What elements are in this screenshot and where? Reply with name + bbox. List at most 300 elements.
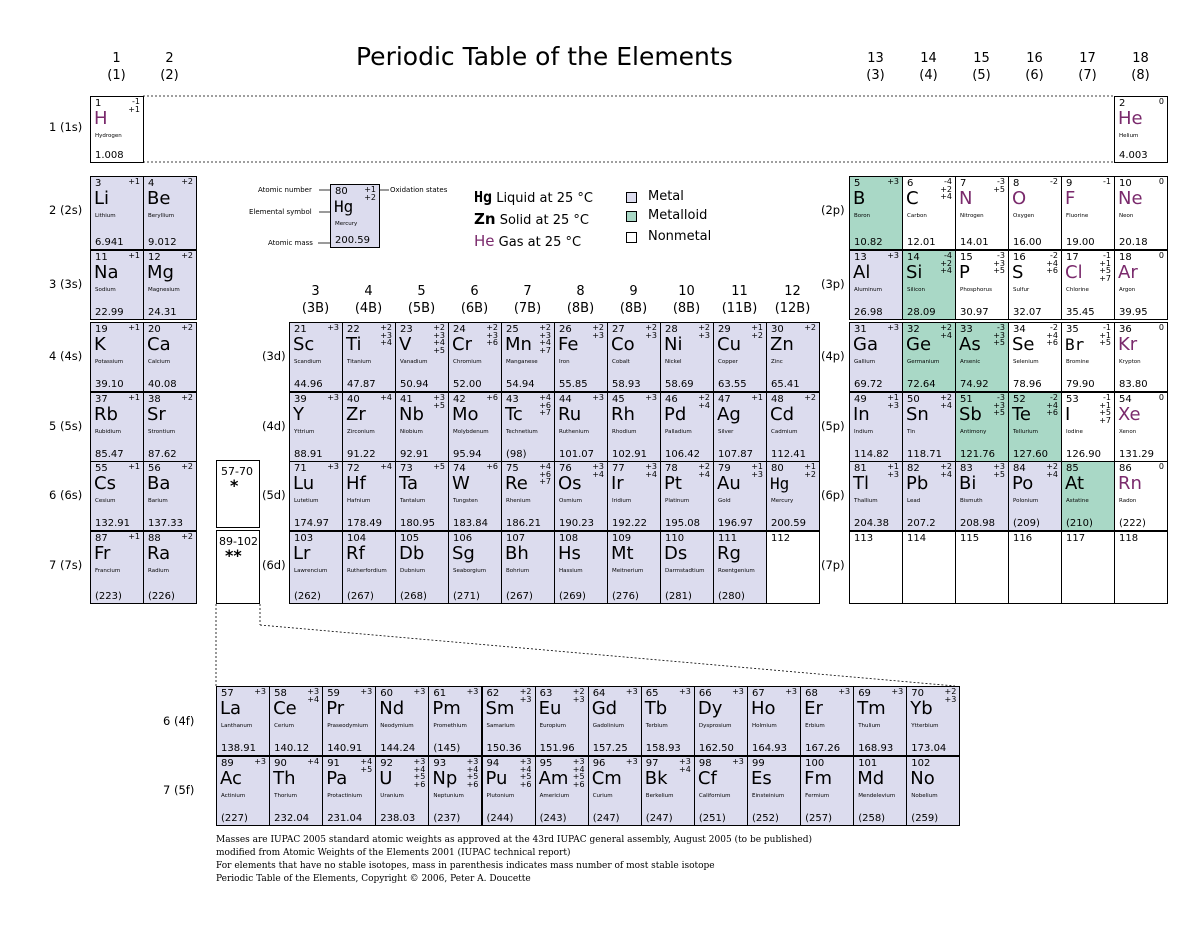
atomic-mass: 91.22 xyxy=(347,449,376,460)
element-symbol: Pu xyxy=(485,768,508,789)
atomic-mass: 52.00 xyxy=(453,379,482,390)
atomic-number: 38 xyxy=(148,394,161,405)
oxidation-states: +1 xyxy=(128,532,140,541)
group-number: 5 xyxy=(417,284,426,299)
atomic-mass: (209) xyxy=(1013,518,1040,529)
element-name: Oxygen xyxy=(1013,213,1035,219)
atomic-number: 69 xyxy=(858,688,871,699)
atomic-mass: 55.85 xyxy=(559,379,588,390)
element-n xyxy=(955,176,1009,250)
group-header-9 xyxy=(607,283,660,317)
metal-swatch-icon xyxy=(626,192,637,203)
group-alt-label: (5) xyxy=(972,68,991,83)
element-name: Curium xyxy=(592,793,613,799)
atomic-number: 37 xyxy=(95,394,108,405)
oxidation-states: +1 +3 xyxy=(887,462,899,479)
element-name: Protactinium xyxy=(327,793,363,799)
element-symbol: Ra xyxy=(147,543,171,564)
oxidation-states: +4 +5 xyxy=(360,757,373,774)
oxidation-states: +3 xyxy=(327,393,339,402)
element-symbol: No xyxy=(910,768,935,789)
atomic-number: 79 xyxy=(718,463,731,474)
atomic-mass: (258) xyxy=(858,813,886,824)
element-symbol: Pd xyxy=(664,404,687,425)
element-symbol: S xyxy=(1012,262,1024,283)
atomic-number: 26 xyxy=(559,324,572,335)
oxidation-states: +3 xyxy=(254,687,266,696)
atomic-number: 32 xyxy=(907,324,920,335)
oxidation-states: +2 +3 xyxy=(645,323,657,340)
element-name: Krypton xyxy=(1119,359,1141,365)
atomic-number: 86 xyxy=(1119,463,1132,474)
element-name: Hassium xyxy=(559,568,583,574)
oxidation-states: +3 xyxy=(466,687,479,696)
group-alt-label: (3B) xyxy=(301,301,330,316)
element-name: Cobalt xyxy=(612,359,630,365)
element-name: Dubnium xyxy=(400,568,426,574)
element-re xyxy=(501,461,555,531)
element-name: Molybdenum xyxy=(453,429,489,435)
element-symbol: Ni xyxy=(664,334,683,355)
atomic-mass: 47.87 xyxy=(347,379,376,390)
atomic-mass: 69.72 xyxy=(854,379,883,390)
atomic-mass: 132.91 xyxy=(95,518,130,529)
group-header-16 xyxy=(1008,50,1061,84)
oxidation-states: +3 xyxy=(785,687,797,696)
element-name: Calcium xyxy=(148,359,171,365)
oxidation-states: -4 +2 +4 xyxy=(940,251,952,275)
element-tm xyxy=(853,686,907,756)
element-pu xyxy=(482,756,536,826)
atomic-number: 75 xyxy=(506,463,519,474)
oxidation-states: +4 xyxy=(380,393,392,402)
atomic-mass: (252) xyxy=(752,813,779,824)
atomic-number: 19 xyxy=(95,324,108,335)
element-symbol: Rn xyxy=(1118,473,1142,494)
element-mt xyxy=(607,531,661,604)
element-ne xyxy=(1114,176,1168,250)
element-pb xyxy=(902,461,956,531)
element-ti xyxy=(342,322,396,392)
element-name: Potassium xyxy=(95,359,124,365)
oxidation-states: +2 +3 xyxy=(519,687,532,704)
oxidation-states: +1 xyxy=(128,393,140,402)
element-c xyxy=(902,176,956,250)
atomic-number: 54 xyxy=(1119,394,1132,405)
atomic-mass: 32.07 xyxy=(1013,307,1042,318)
element-lr xyxy=(289,531,343,604)
element-symbol: P xyxy=(959,262,970,283)
key-symbol: Hg xyxy=(334,197,354,216)
element-ru xyxy=(554,392,608,462)
element-symbol: Sc xyxy=(293,334,315,355)
element-symbol: La xyxy=(220,698,242,719)
element-name: Actinium xyxy=(221,793,246,799)
element-name: Rutherfordium xyxy=(347,568,387,574)
atomic-mass: (237) xyxy=(433,813,461,824)
oxidation-states: +3 +5 xyxy=(433,393,445,410)
element-name: Hafnium xyxy=(347,498,371,504)
element-cr xyxy=(448,322,502,392)
atomic-number: 65 xyxy=(645,688,659,699)
element-name: Neptunium xyxy=(433,793,464,799)
element-name: Lead xyxy=(907,498,921,504)
atomic-mass: 150.36 xyxy=(486,743,522,754)
group-header-7 xyxy=(501,283,554,317)
element-name: Californium xyxy=(698,793,731,799)
element-si xyxy=(902,250,956,320)
group-alt-label: (2) xyxy=(160,68,179,83)
atomic-number: 103 xyxy=(294,533,314,544)
element-symbol: Au xyxy=(717,473,741,494)
element-symbol: Fe xyxy=(558,334,579,355)
atomic-number: 39 xyxy=(294,394,307,405)
element-mg xyxy=(143,250,197,320)
element-name: Cadmium xyxy=(771,429,798,435)
atomic-mass: 121.76 xyxy=(960,449,995,460)
atomic-mass: (251) xyxy=(698,813,726,824)
oxidation-states: +5 xyxy=(433,462,445,471)
subshell-label-d: (5d) xyxy=(262,488,286,502)
atomic-number: 105 xyxy=(400,533,420,544)
element-symbol: Co xyxy=(611,334,635,355)
legend-metalloid: Metalloid xyxy=(648,208,708,223)
atomic-mass: (267) xyxy=(506,591,533,602)
element-name: Sodium xyxy=(95,287,116,293)
element-tb xyxy=(641,686,695,756)
element-hf xyxy=(342,461,396,531)
element-as xyxy=(955,322,1009,392)
atomic-mass: 20.18 xyxy=(1119,237,1148,248)
atomic-number: 116 xyxy=(1013,533,1033,544)
element-z116 xyxy=(1008,531,1062,604)
element-symbol: Ta xyxy=(399,473,419,494)
oxidation-states: +2 +3 xyxy=(572,687,585,704)
atomic-mass: (281) xyxy=(665,591,692,602)
element-symbol: Ti xyxy=(346,334,362,355)
atomic-mass: 200.59 xyxy=(771,518,806,529)
atomic-number: 2 xyxy=(1119,98,1126,109)
period-label-1: 1 (1s) xyxy=(49,120,83,134)
atomic-number: 91 xyxy=(327,758,340,769)
element-symbol: Pb xyxy=(906,473,929,494)
element-cl xyxy=(1061,250,1115,320)
element-pr xyxy=(322,686,376,756)
actinide-placeholder xyxy=(216,530,260,604)
atomic-mass: (262) xyxy=(294,591,321,602)
element-symbol: Ba xyxy=(147,473,171,494)
oxidation-states: +2 +3 xyxy=(698,323,710,340)
element-symbol: Pr xyxy=(326,698,345,719)
atomic-mass: (145) xyxy=(433,743,461,754)
element-name: Plutonium xyxy=(486,793,515,799)
group-alt-label: (6B) xyxy=(460,301,489,316)
element-symbol: U xyxy=(379,768,393,789)
atomic-number: 96 xyxy=(592,758,606,769)
element-la xyxy=(216,686,270,756)
element-name: Zirconium xyxy=(347,429,375,435)
element-name: Osmium xyxy=(559,498,582,504)
oxidation-states: +3 +4 xyxy=(679,757,691,774)
atomic-number: 42 xyxy=(453,394,466,405)
atomic-number: 84 xyxy=(1013,463,1026,474)
atomic-mass: 192.22 xyxy=(612,518,647,529)
element-hg xyxy=(766,461,820,531)
atomic-mass: 174.97 xyxy=(294,518,329,529)
atomic-number: 30 xyxy=(771,324,784,335)
oxidation-states: -1 xyxy=(1103,177,1111,186)
element-symbol: Np xyxy=(432,768,458,789)
atomic-number: 53 xyxy=(1066,394,1079,405)
atomic-number: 20 xyxy=(148,324,161,335)
atomic-mass: 4.003 xyxy=(1119,150,1148,161)
atomic-mass: 178.49 xyxy=(347,518,382,529)
element-name: Technetium xyxy=(506,429,538,435)
element-f xyxy=(1061,176,1115,250)
element-symbol: I xyxy=(1065,404,1071,425)
atomic-mass: 151.96 xyxy=(539,743,575,754)
atomic-number: 57 xyxy=(221,688,234,699)
element-name: Iridium xyxy=(612,498,632,504)
oxidation-states: -1 +1 +5 +7 xyxy=(1099,251,1111,283)
element-symbol: Cd xyxy=(770,404,794,425)
element-name: Indium xyxy=(854,429,873,435)
atomic-mass: (267) xyxy=(347,591,374,602)
actinide-range: 89-102 xyxy=(219,535,258,548)
legend-nonmetal: Nonmetal xyxy=(648,229,712,244)
element-z112 xyxy=(766,531,820,604)
atomic-number: 82 xyxy=(907,463,920,474)
group-header-11 xyxy=(713,283,766,317)
atomic-mass: 39.10 xyxy=(95,379,124,390)
group-number: 10 xyxy=(678,284,695,299)
element-ce xyxy=(269,686,323,756)
element-tl xyxy=(849,461,903,531)
atomic-number: 3 xyxy=(95,178,102,189)
element-name: Vanadium xyxy=(400,359,428,365)
element-name: Americium xyxy=(539,793,570,799)
atomic-mass: 162.50 xyxy=(698,743,734,754)
element-name: Niobium xyxy=(400,429,423,435)
oxidation-states: +2 +4 xyxy=(1046,462,1058,479)
element-name: Lanthanum xyxy=(221,723,253,729)
element-at xyxy=(1061,461,1115,531)
element-li xyxy=(90,176,144,250)
atomic-number: 51 xyxy=(960,394,973,405)
atomic-mass: (280) xyxy=(718,591,745,602)
element-symbol: Rg xyxy=(717,543,741,564)
element-hs xyxy=(554,531,608,604)
element-symbol: Sr xyxy=(147,404,166,425)
atomic-number: 64 xyxy=(592,688,606,699)
atomic-mass: 58.93 xyxy=(612,379,641,390)
legend-metal: Metal xyxy=(648,189,684,204)
atomic-number: 88 xyxy=(148,533,161,544)
group-alt-label: (3) xyxy=(866,68,885,83)
element-name: Lithium xyxy=(95,213,116,219)
element-symbol: Sn xyxy=(906,404,929,425)
element-ge xyxy=(902,322,956,392)
element-zr xyxy=(342,392,396,462)
element-symbol: W xyxy=(452,473,470,494)
element-symbol: Pt xyxy=(664,473,682,494)
atomic-mass: 231.04 xyxy=(327,813,363,824)
oxidation-states: 0 xyxy=(1158,177,1164,186)
atomic-number: 114 xyxy=(907,533,927,544)
element-name: Promethium xyxy=(433,723,467,729)
element-symbol: Tc xyxy=(505,404,523,425)
element-name: Seaborgium xyxy=(453,568,487,574)
lanthanide-placeholder xyxy=(216,460,260,528)
atomic-mass: (269) xyxy=(559,591,586,602)
group-alt-label: (8) xyxy=(1131,68,1150,83)
period-label-6: 6 (6s) xyxy=(49,488,83,502)
atomic-number: 44 xyxy=(559,394,572,405)
element-name: Radon xyxy=(1119,498,1137,504)
group-alt-label: (1) xyxy=(107,68,126,83)
element-name: Platinum xyxy=(665,498,690,504)
element-name: Argon xyxy=(1119,287,1136,293)
atomic-mass: 102.91 xyxy=(612,449,647,460)
element-se xyxy=(1008,322,1062,392)
oxidation-states: +3 xyxy=(838,687,851,696)
element-ca xyxy=(143,322,197,392)
element-name: Nitrogen xyxy=(960,213,984,219)
atomic-mass: 35.45 xyxy=(1066,307,1095,318)
atomic-mass: 85.47 xyxy=(95,449,124,460)
element-symbol: Fm xyxy=(804,768,832,789)
element-symbol: Re xyxy=(505,473,528,494)
element-db xyxy=(395,531,449,604)
element-name: Nickel xyxy=(665,359,682,365)
element-mn xyxy=(501,322,555,392)
element-nd xyxy=(375,686,429,756)
element-bi xyxy=(955,461,1009,531)
element-name: Lutetium xyxy=(294,498,319,504)
atomic-number: 77 xyxy=(612,463,625,474)
atomic-number: 24 xyxy=(453,324,466,335)
element-z114 xyxy=(902,531,956,604)
group-header-13 xyxy=(849,50,902,84)
group-alt-label: (8B) xyxy=(672,301,701,316)
atomic-mass: (259) xyxy=(911,813,939,824)
element-u xyxy=(375,756,429,826)
element-name: Ruthenium xyxy=(559,429,589,435)
group-number: 2 xyxy=(165,51,174,66)
atomic-number: 94 xyxy=(486,758,500,769)
atomic-mass: 140.12 xyxy=(274,743,310,754)
element-symbol: Gd xyxy=(591,698,618,719)
atomic-mass: 140.91 xyxy=(327,743,363,754)
element-mo xyxy=(448,392,502,462)
atomic-number: 23 xyxy=(400,324,413,335)
atomic-number: 102 xyxy=(911,758,931,769)
element-er xyxy=(800,686,854,756)
element-w xyxy=(448,461,502,531)
element-sc xyxy=(289,322,343,392)
atomic-number: 95 xyxy=(539,758,553,769)
element-name: Yttrium xyxy=(294,429,315,435)
element-symbol: Zr xyxy=(346,404,366,425)
atomic-number: 49 xyxy=(854,394,867,405)
group-number: 18 xyxy=(1132,51,1149,66)
oxidation-states: -3 +5 xyxy=(993,177,1005,194)
atomic-number: 18 xyxy=(1119,252,1132,263)
oxidation-states: +3 +4 +5 +6 xyxy=(466,757,479,789)
element-symbol: Am xyxy=(538,768,569,789)
oxidation-states: +4 xyxy=(307,757,320,766)
element-name: Darmstadtium xyxy=(665,568,705,574)
element-name: Helium xyxy=(1119,133,1139,139)
atomic-number: 34 xyxy=(1013,324,1026,335)
atomic-number: 80 xyxy=(771,463,784,474)
oxidation-states: +1 xyxy=(128,251,140,260)
element-cs xyxy=(90,461,144,531)
legend-key-cell xyxy=(330,184,380,248)
atomic-number: 40 xyxy=(347,394,360,405)
group-header-2 xyxy=(143,50,196,84)
atomic-mass: 44.96 xyxy=(294,379,323,390)
group-alt-label: (4) xyxy=(919,68,938,83)
lanthanide-range: 57-70 xyxy=(221,465,253,478)
element-symbol: Kr xyxy=(1118,334,1138,355)
key-mass: 200.59 xyxy=(335,235,370,246)
element-name: Silver xyxy=(718,429,734,435)
atomic-number: 13 xyxy=(854,252,867,263)
element-au xyxy=(713,461,767,531)
atomic-mass: 83.80 xyxy=(1119,379,1148,390)
element-fr xyxy=(90,531,144,604)
atomic-number: 112 xyxy=(771,533,791,544)
atomic-number: 52 xyxy=(1013,394,1026,405)
period-label-7: 7 (7s) xyxy=(49,558,83,572)
element-name: Chromium xyxy=(453,359,482,365)
atomic-mass: (227) xyxy=(221,813,248,824)
oxidation-states: +3 xyxy=(327,323,339,332)
group-number: 12 xyxy=(784,284,801,299)
element-sn xyxy=(902,392,956,462)
element-symbol: Al xyxy=(853,262,871,283)
oxidation-states: +2 +3 xyxy=(592,323,604,340)
element-name: Ytterbium xyxy=(911,723,939,729)
key-name: Mercury xyxy=(335,221,358,227)
atomic-mass: 72.64 xyxy=(907,379,936,390)
atomic-number: 61 xyxy=(433,688,447,699)
element-co xyxy=(607,322,661,392)
atomic-number: 74 xyxy=(453,463,466,474)
element-name: Uranium xyxy=(380,793,404,799)
atomic-mass: (243) xyxy=(539,813,567,824)
atomic-mass: 173.04 xyxy=(911,743,947,754)
oxidation-states: +1 +2 xyxy=(804,462,816,479)
element-symbol: Lu xyxy=(293,473,315,494)
element-symbol: Cs xyxy=(94,473,116,494)
oxidation-states: +3 +4 xyxy=(645,462,657,479)
element-rf xyxy=(342,531,396,604)
atomic-number: 106 xyxy=(453,533,473,544)
element-sg xyxy=(448,531,502,604)
atomic-number: 73 xyxy=(400,463,413,474)
subshell-label-p: (2p) xyxy=(821,203,845,217)
element-z118 xyxy=(1114,531,1168,604)
element-symbol: Be xyxy=(147,188,171,209)
element-b xyxy=(849,176,903,250)
atomic-mass: (226) xyxy=(148,591,175,602)
element-symbol: Cf xyxy=(697,768,717,789)
atomic-number: 81 xyxy=(854,463,867,474)
atomic-number: 41 xyxy=(400,394,413,405)
subshell-label-d: (6d) xyxy=(262,558,286,572)
